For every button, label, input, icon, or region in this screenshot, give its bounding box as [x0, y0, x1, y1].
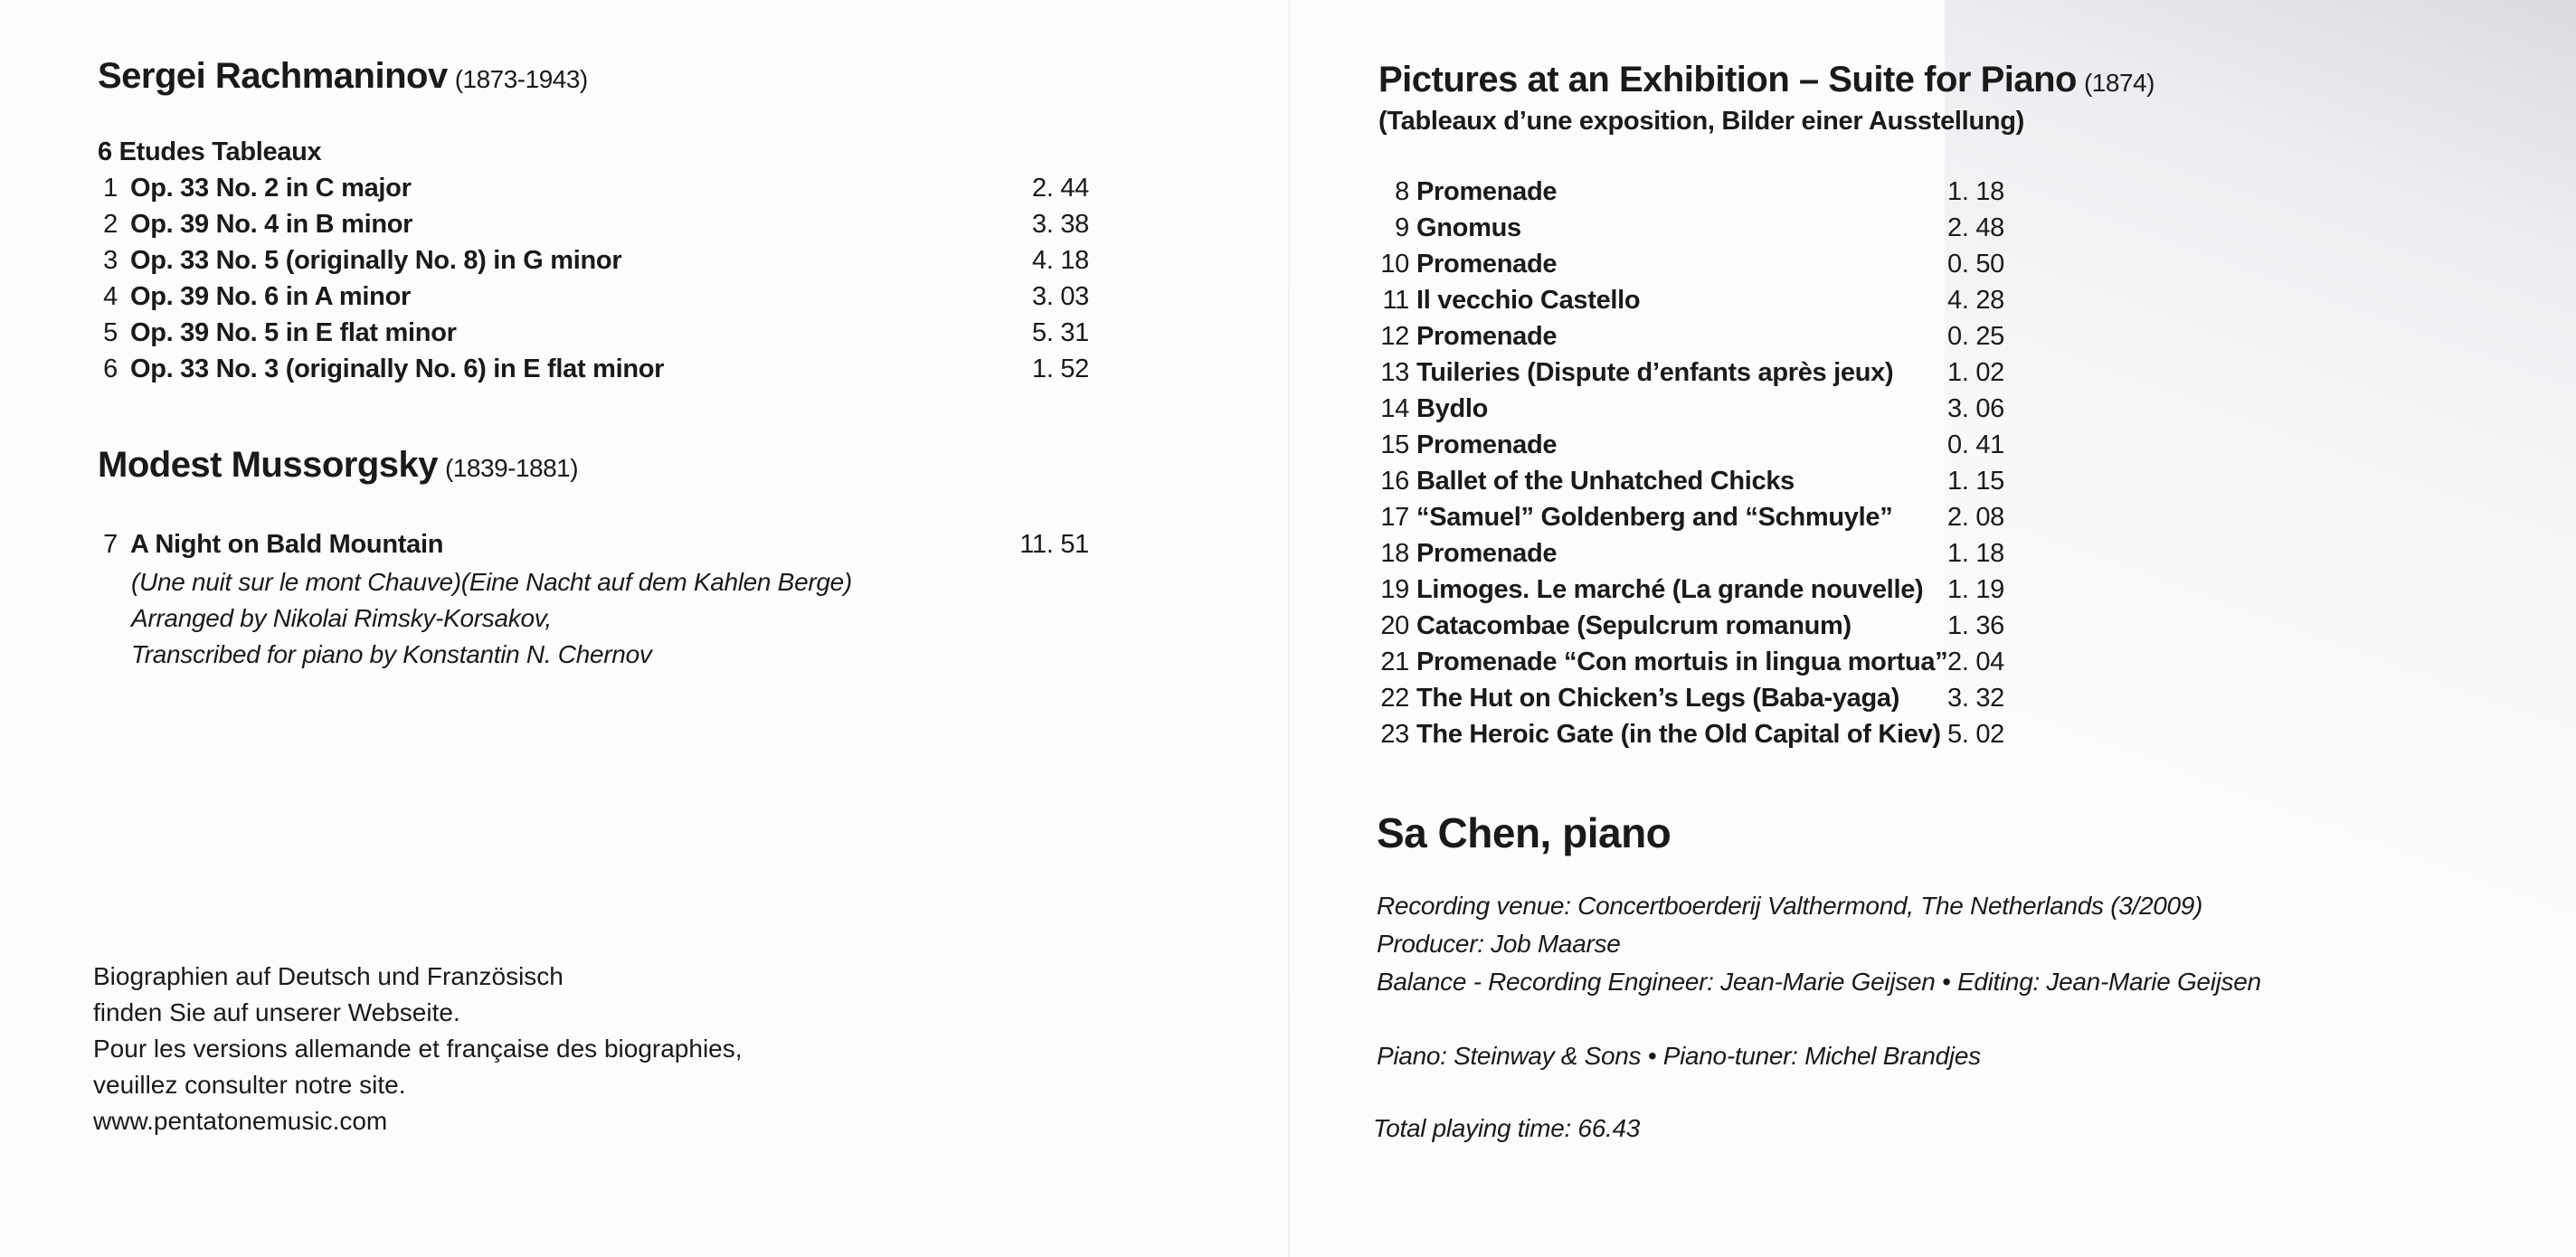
track-row [98, 246, 1089, 282]
track-number: 1 [103, 174, 118, 203]
track-row [1378, 611, 2004, 647]
track-number: 15 [1380, 430, 1409, 459]
track-number: 12 [1380, 322, 1409, 351]
track-time: 5. 31 [1032, 318, 1089, 347]
website-link[interactable]: www.pentatonemusic.com [93, 1107, 388, 1135]
credit-piano: Piano: Steinway & Sons • Piano-tuner: Michel Brandjes [1377, 1042, 1981, 1070]
track-title: Ballet of the Unhatched Chicks [1416, 467, 1795, 496]
credit-producer: Producer: Job Maarse [1377, 930, 1621, 958]
bio-note-line: finden Sie auf unserer Webseite. [93, 998, 460, 1026]
track-number: 9 [1395, 213, 1409, 242]
total-time: Total playing time: 66.43 [1373, 1114, 1640, 1142]
track-title: Bydlo [1416, 394, 1489, 423]
track-title: Promenade [1416, 539, 1558, 568]
track-row [1378, 358, 2004, 394]
track-time: 4. 28 [1947, 286, 2004, 315]
track-row [1378, 286, 2004, 322]
track-row [98, 210, 1089, 246]
track-time: 2. 48 [1947, 213, 2004, 242]
performer: Sa Chen, piano [1377, 809, 1672, 856]
composer-years: (1873-1943) [454, 65, 588, 93]
work-title: Pictures at an Exhibition – Suite for Piano [1378, 60, 2077, 99]
track-row [1378, 575, 2004, 611]
track-time: 0. 41 [1947, 430, 2004, 459]
track-title: Op. 33 No. 2 in C major [130, 174, 412, 203]
composer-name: Modest Mussorgsky [98, 445, 439, 485]
track-time: 3. 03 [1032, 282, 1089, 311]
track-time: 1. 19 [1947, 575, 2004, 604]
track-number: 8 [1395, 177, 1409, 206]
track-row [1378, 177, 2004, 213]
track-number: 14 [1380, 394, 1409, 423]
track-time: 3. 06 [1947, 394, 2004, 423]
track-row [1378, 503, 2004, 539]
track-time: 1. 18 [1947, 539, 2004, 568]
track-title: Op. 39 No. 6 in A minor [130, 282, 411, 311]
track-time: 1. 52 [1032, 354, 1089, 383]
track-note: (Une nuit sur le mont Chauve)(Eine Nacht auf dem Kahlen Berge) [131, 568, 852, 596]
track-title: Promenade “Con mortuis in lingua mortua” [1416, 647, 1948, 676]
track-time: 3. 32 [1947, 684, 2004, 713]
track-number: 17 [1380, 503, 1409, 532]
rachmaninov-heading [98, 56, 588, 97]
track-title: Il vecchio Castello [1416, 286, 1641, 315]
bio-note-line: veuillez consulter notre site. [93, 1071, 406, 1099]
track-number: 5 [103, 318, 118, 347]
track-time: 1. 02 [1947, 358, 2004, 387]
credit-engineer: Balance - Recording Engineer: Jean-Marie Geijsen • Editing: Jean-Marie Geijsen [1377, 968, 2261, 996]
track-time: 11. 51 [1019, 530, 1089, 559]
track-row [1378, 684, 2004, 720]
track-note: Arranged by Nikolai Rimsky-Korsakov, [131, 604, 552, 632]
track-time: 2. 44 [1032, 174, 1089, 203]
track-number: 16 [1380, 467, 1409, 496]
bio-note-line: Pour les versions allemande et française des biographies, [93, 1035, 743, 1063]
track-time: 4. 18 [1032, 246, 1089, 275]
right-page-shading [1945, 0, 2576, 1257]
track-number: 2 [103, 210, 118, 239]
track-row [1378, 213, 2004, 250]
track-number: 4 [103, 282, 118, 311]
track-title: Limoges. Le marché (La grande nouvelle) [1416, 575, 1924, 604]
composer-years: (1839-1881) [445, 454, 579, 482]
mussorgsky-heading [98, 445, 578, 486]
track-number: 10 [1380, 250, 1409, 279]
work-year: (1874) [2083, 69, 2155, 97]
track-time: 0. 50 [1947, 250, 2004, 279]
track-row [1378, 394, 2004, 430]
track-note: Transcribed for piano by Konstantin N. Chernov [131, 640, 652, 668]
track-number: 6 [103, 354, 118, 383]
track-title: A Night on Bald Mountain [130, 530, 444, 559]
track-number: 13 [1380, 358, 1409, 387]
track-time: 5. 02 [1947, 720, 2004, 749]
track-number: 20 [1380, 611, 1409, 640]
track-title: Promenade [1416, 322, 1558, 351]
track-row [98, 282, 1089, 318]
track-title: The Hut on Chicken’s Legs (Baba-yaga) [1416, 684, 1900, 713]
track-time: 1. 15 [1947, 467, 2004, 496]
work-title: 6 Etudes Tableaux [98, 137, 322, 166]
track-time: 1. 36 [1947, 611, 2004, 640]
track-title: Catacombae (Sepulcrum romanum) [1416, 611, 1852, 640]
page-fold [1288, 0, 1290, 1257]
track-number: 22 [1380, 684, 1409, 713]
work-subtitle: (Tableaux d’une exposition, Bilder einer Ausstellung) [1378, 107, 2025, 136]
track-row [1378, 430, 2004, 467]
track-title: Promenade [1416, 430, 1558, 459]
track-number: 7 [103, 530, 118, 559]
track-time: 2. 08 [1947, 503, 2004, 532]
track-row [1378, 467, 2004, 503]
track-title: Op. 33 No. 3 (originally No. 6) in E flat minor [130, 354, 665, 383]
track-time: 1. 18 [1947, 177, 2004, 206]
track-number: 23 [1380, 720, 1409, 749]
bio-note-line: Biographien auf Deutsch und Französisch [93, 962, 564, 990]
track-title: Op. 39 No. 5 in E flat minor [130, 318, 457, 347]
track-title: “Samuel” Goldenberg and “Schmuyle” [1416, 503, 1893, 532]
track-number: 11 [1382, 286, 1409, 315]
track-number: 18 [1380, 539, 1409, 568]
track-number: 21 [1380, 647, 1409, 676]
track-title: Promenade [1416, 177, 1558, 206]
track-row [98, 318, 1089, 354]
track-number: 19 [1380, 575, 1409, 604]
track-row [1378, 250, 2004, 286]
track-row [98, 530, 1089, 566]
track-row [98, 354, 1089, 391]
track-row [1378, 720, 2004, 756]
track-row [1378, 647, 2004, 684]
track-time: 3. 38 [1032, 210, 1089, 239]
track-row [1378, 539, 2004, 575]
track-time: 2. 04 [1947, 647, 2004, 676]
track-title: Gnomus [1416, 213, 1521, 242]
track-title: Op. 33 No. 5 (originally No. 8) in G minor [130, 246, 622, 275]
track-title: Op. 39 No. 4 in B minor [130, 210, 413, 239]
track-number: 3 [103, 246, 118, 275]
credit-venue: Recording venue: Concertboerderij Valthermond, The Netherlands (3/2009) [1377, 892, 2203, 920]
track-row [1378, 322, 2004, 358]
pictures-heading [1378, 60, 2155, 100]
composer-name: Sergei Rachmaninov [98, 56, 448, 96]
track-row [98, 174, 1089, 210]
track-title: The Heroic Gate (in the Old Capital of Kiev) [1416, 720, 1941, 749]
track-time: 0. 25 [1947, 322, 2004, 351]
track-title: Promenade [1416, 250, 1558, 279]
track-title: Tuileries (Dispute d’enfants après jeux) [1416, 358, 1894, 387]
